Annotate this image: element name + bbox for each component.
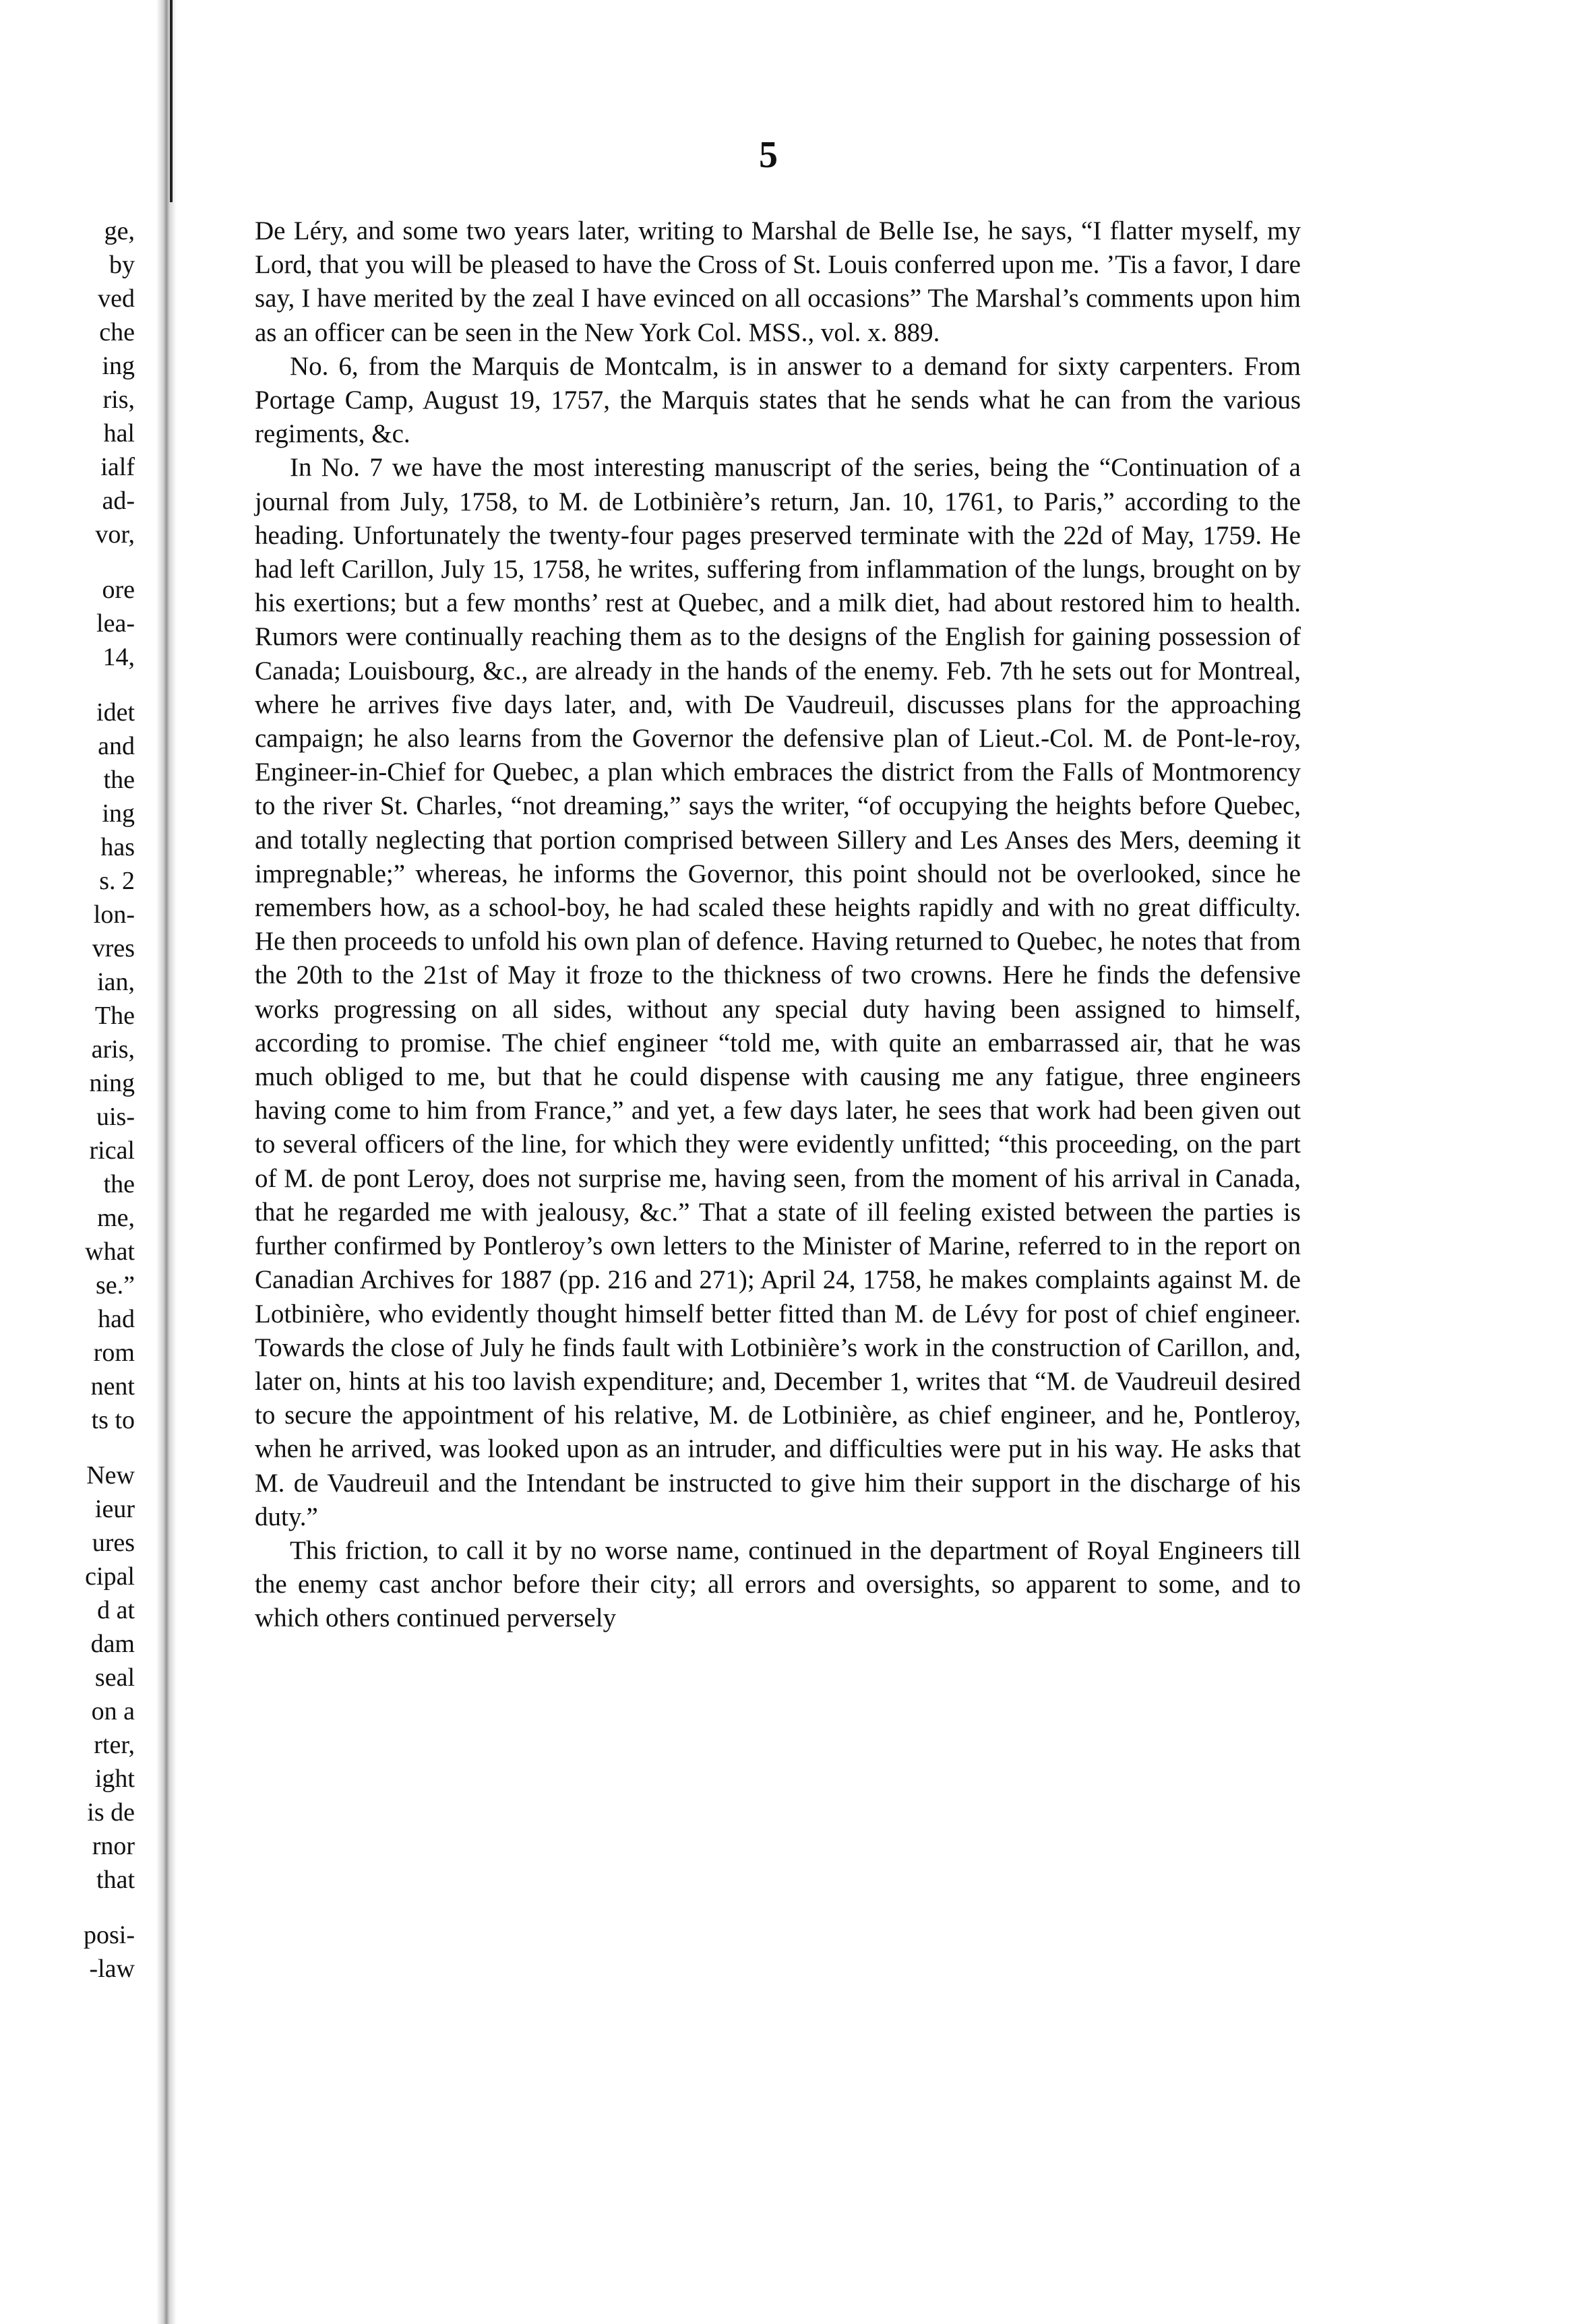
line-fragment: has xyxy=(100,833,135,861)
line-fragment: ts to xyxy=(91,1406,135,1434)
line-fragment: the xyxy=(103,1170,135,1198)
page-number: 5 xyxy=(759,134,778,176)
line-fragment: ures xyxy=(92,1529,135,1557)
paragraph-3: In No. 7 we have the most interesting manuscript of the series, being the “Continuation of a journal from July, 1758, to M. de Lotbinière’s return, Jan. 10, 1761, to Paris,” according to the heading. Unfortunately the twenty-four pages preserved terminate with the 22d of May, 1759. He had left Carillon, July 15, 1758, he writes, suffering from inflammation of the lungs, brought on by his exertions; but a few months’ rest at Quebec, and a milk diet, had about restored him to health. Rumors were continually reaching them as to the designs of the English for gaining possession of Canada; Louisbourg, &c., are already in the hands of the enemy. Feb. 7th he sets out for Montreal, where he arrives five days later, and, with De Vaudreuil, discusses plans for the approaching campaign; he also learns from the Governor the defensive plan of Lieut.-Col. M. de Pont-le-roy, Engineer-in-Chief for Quebec, a plan which embraces the district from the Falls of Montmorency to the river St. Charles, “not dreaming,” says the writer, “of occupying the heights before Quebec, and totally neglecting that portion comprised between Sillery and Les Anses des Mers, deeming it impregnable;” whereas, he informs the Governor, this point should not be overlooked, since he remembers how, as a school-boy, he had scaled these heights rapidly and with no great difficulty. He then proceeds to unfold his own plan of defence. Having returned to Quebec, he notes that from the 20th to the 21st of May it froze to the thickness of two crowns. Here he finds the defensive works progressing on all sides, without any special duty having been assigned to himself, according to promise. The chief engineer “told me, with quite an embarrassed air, that he was much obliged to me, but that he could dispense with causing me any fatigue, three engineers having come to him from France,” and yet, a few days later, he sees that work had been given out to several officers of the line, for which they were evidently unfitted; “this proceeding, on the part of M. de pont Leroy, does not surprise me, having seen, from the moment of his arrival in Canada, that he regarded me with jealousy, &c.” That a state of ill feeling existed between the parties is further confirmed by Pontleroy’s own letters to the Minister of Marine, referred to in the report on Canadian Archives for 1887 (pp. 216 and 271); April 24, 1758, he makes complaints against M. de Lotbinière, who evidently thought himself better fitted than M. de Lévy for post of chief engineer. Towards the close of July he finds fault with Lotbinière’s work in the construction of Carillon, and, later on, hints at his too lavish expenditure; and, December 1, writes that “M. de Vaudreuil desired to secure the appointment of his relative, M. de Lotbinière, as chief engineer, and he, Pontleroy, when he arrived, was looked upon as an intruder, and difficulties were put in his way. He asks that M. de Vaudreuil and the Intendant be instructed to give him their support in the discharge of his duty.” xyxy=(255,453,1301,1531)
line-fragment: by xyxy=(109,251,135,279)
line-fragment: on a xyxy=(91,1697,135,1725)
line-fragment: ris, xyxy=(102,386,135,414)
line-fragment: lea- xyxy=(96,609,135,638)
line-fragment: ning xyxy=(89,1069,135,1097)
binding-shadow xyxy=(156,0,177,2324)
line-fragment: ad- xyxy=(102,487,135,515)
line-fragment: the xyxy=(103,766,135,794)
line-fragment: uis- xyxy=(96,1103,135,1131)
line-fragment: hal xyxy=(103,419,135,448)
line-fragment: rter, xyxy=(94,1731,135,1759)
binding-edge xyxy=(170,0,173,202)
paragraph-2: No. 6, from the Marquis de Montcalm, is in answer to a demand for sixty carpenters. From Portage Camp, August 19, 1757, the Marquis states that he sends what he can from the various regiments, &c. xyxy=(255,351,1301,449)
line-fragment: ved xyxy=(98,284,135,313)
fragment-gap xyxy=(0,1897,135,1918)
line-fragment: and xyxy=(98,732,135,760)
line-fragment: vor, xyxy=(95,520,135,549)
paragraph-1: De Léry, and some two years later, writing to Marshal de Belle Ise, he says, “I flatter myself, my Lord, that you will be pleased to have the Cross of St. Louis conferred upon me. ’Tis a favor, I dare say, I have merited by the zeal I have evinced on all occasions” The Marshal’s comments upon him as an officer can be seen in the New York Col. MSS., vol. x. 889. xyxy=(255,216,1301,347)
fragment-gap xyxy=(0,551,135,573)
line-fragment: ian, xyxy=(97,968,135,996)
line-fragment: rical xyxy=(89,1136,135,1165)
line-fragment: posi- xyxy=(84,1921,135,1949)
line-fragment: aris, xyxy=(91,1035,135,1064)
line-fragment: New xyxy=(86,1461,135,1490)
line-fragment: se.” xyxy=(95,1271,135,1299)
line-fragment: 14, xyxy=(102,643,135,671)
line-fragment: che xyxy=(99,318,135,346)
line-fragment: ge, xyxy=(104,217,135,245)
line-fragment: ing xyxy=(102,352,135,380)
paragraph-4: This friction, to call it by no worse name, continued in the department of Royal Engineers till the enemy cast anchor before their city; all errors and oversights, so apparent to some, and to which others continued perversely xyxy=(255,1535,1301,1633)
line-fragment: ore xyxy=(102,576,135,604)
line-fragment: nent xyxy=(90,1372,135,1401)
line-fragment: ialf xyxy=(100,453,135,481)
line-fragment: cipal xyxy=(85,1562,135,1591)
line-fragment: what xyxy=(85,1237,135,1266)
facing-page-fragments xyxy=(0,214,135,1986)
line-fragment: dam xyxy=(90,1630,135,1658)
line-fragment: ieur xyxy=(94,1495,135,1523)
line-fragment: seal xyxy=(94,1663,135,1692)
line-fragment: -law xyxy=(89,1955,135,1983)
line-fragment: s. 2 xyxy=(99,867,135,895)
line-fragment: that xyxy=(96,1866,135,1894)
line-fragment: vres xyxy=(92,934,135,962)
line-fragment: lon- xyxy=(93,900,135,929)
line-fragment: The xyxy=(94,1002,135,1030)
body-text xyxy=(255,214,1301,1636)
line-fragment: me, xyxy=(97,1204,135,1232)
line-fragment: rom xyxy=(93,1339,135,1367)
line-fragment: d at xyxy=(97,1596,135,1624)
line-fragment: ing xyxy=(102,799,135,828)
line-fragment: idet xyxy=(96,698,135,727)
fragment-gap xyxy=(0,1437,135,1459)
line-fragment: ight xyxy=(94,1765,135,1793)
fragment-gap xyxy=(0,674,135,696)
line-fragment: rnor xyxy=(92,1832,135,1860)
line-fragment: is de xyxy=(87,1798,135,1827)
line-fragment: had xyxy=(98,1305,135,1333)
